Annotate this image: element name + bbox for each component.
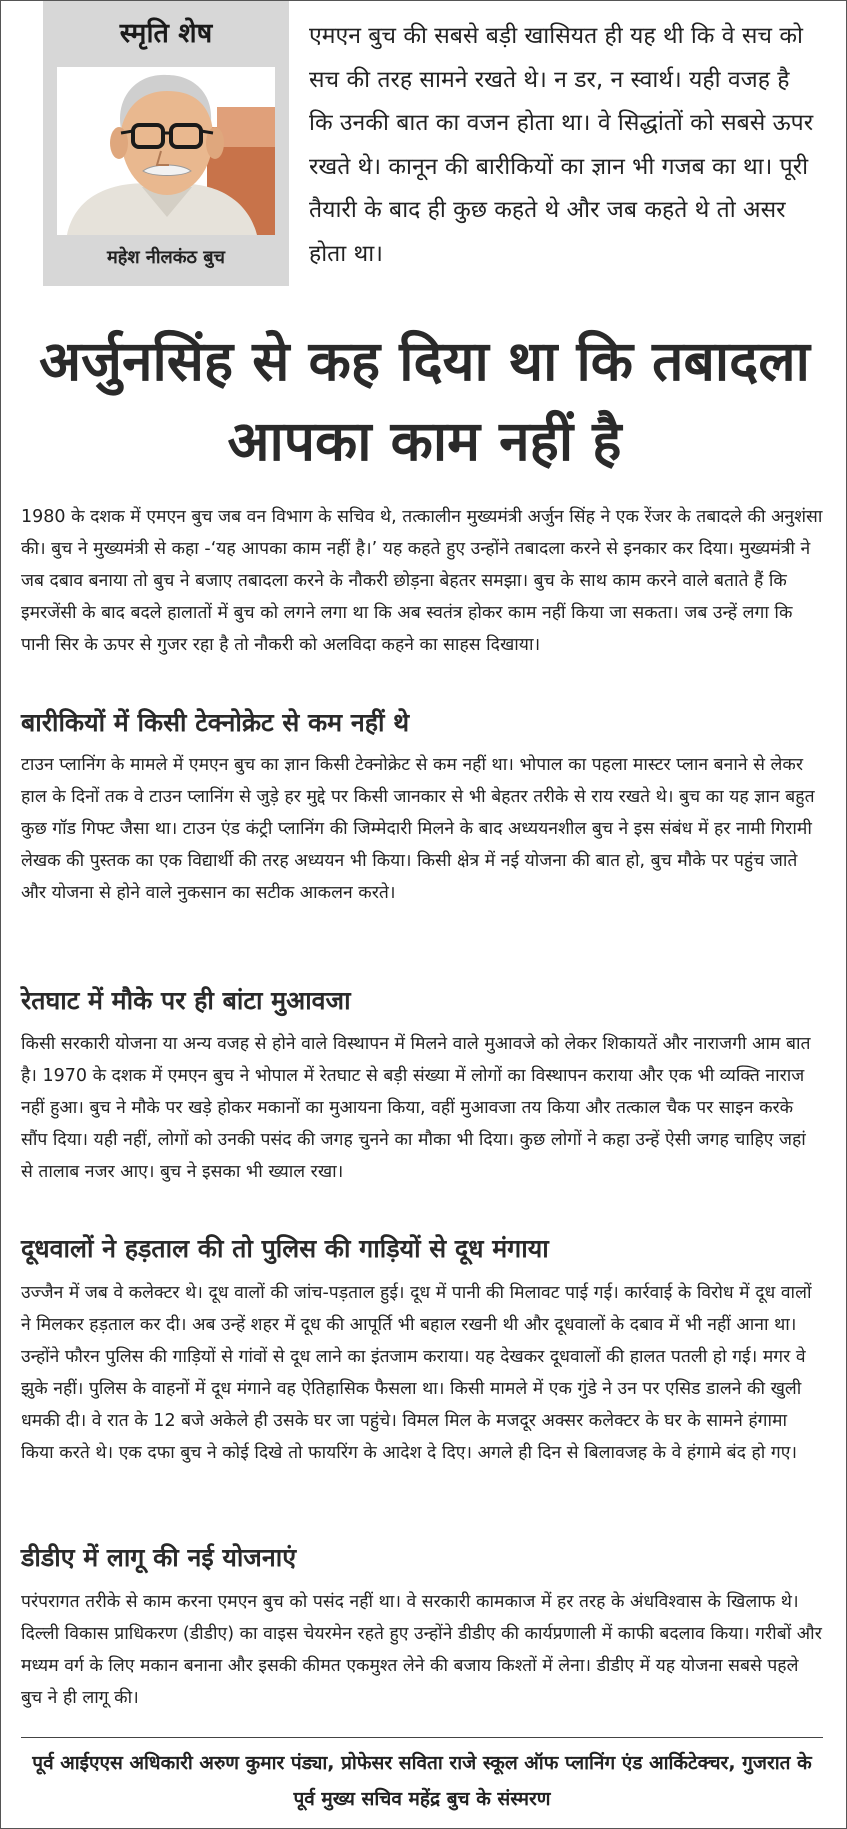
source-credit: पूर्व आईएएस अधिकारी अरुण कुमार पंड्या, प्रोफेसर सविता राजे स्कूल ऑफ प्लानिंग एंड आर्किटेक्चर, गुजरात के पूर्व मुख्य सचिव महेंद्र बुच के संस्मरण [32,1752,812,1810]
section-heading-dda: डीडीए में लागू की नई योजनाएं [21,1543,297,1572]
section-heading-compensation: रेतघाट में मौके पर ही बांटा मुआवजा [21,986,351,1015]
portrait-illustration [57,67,275,235]
section-heading-milk-strike: दूधवालों ने हड़ताल की तो पुलिस की गाड़ियों से दूध मंगाया [21,1234,549,1263]
portrait-caption: महेश नीलकंठ बुच [107,247,225,268]
intro-paragraph: एमएन बुच की सबसे बड़ी खासियत ही यह थी कि वे सच को सच की तरह सामने रखते थे। न डर, न स्वार्थ। यही वजह है कि उनकी बात का वजन होता था। वे सिद्धांतों को सबसे ऊपर रखते थे। कानून की बारीकियों का ज्ञान भी गजब का था। पूरी तैयारी के बाद ही कुछ कहते थे और जब कहते थे तो असर होता था। [309,23,814,267]
section-heading-technocrat: बारीकियों में किसी टेक्नोक्रेट से कम नहीं थे [21,708,410,737]
footer-divider [21,1737,823,1738]
section-body-compensation: किसी सरकारी योजना या अन्य वजह से होने वाले विस्थापन में मिलने वाले मुआवजे को लेकर शिकायतें और नाराजगी आम बात है। 1970 के दशक में एमएन बुच ने भोपाल में रेतघाट से बड़ी संख्या में लोगों का विस्थापन कराया और एक भी व्यक्ति नाराज नहीं हुआ। बुच ने मौके पर खड़े होकर मकानों का मुआयना किया, वहीं मुआवजा तय किया और तत्काल चैक पर साइन करके सौंप दिया। यही नहीं, लोगों को उनकी पसंद की जगह चुनने का मौका भी दिया। कुछ लोगों ने कहा उन्हें ऐसी जगह चाहिए जहां से तालाब नजर आए। बुच ने इसका भी ख्याल रखा। [21,1034,811,1182]
section-body-milk-strike: उज्जैन में जब वे कलेक्टर थे। दूध वालों की जांच-पड़ताल हुई। दूध में पानी की मिलावट पाई गई। कार्रवाई के विरोध में दूध वालों ने मिलकर हड़ताल कर दी। अब उन्हें शहर में दूध की आपूर्ति भी बहाल रखनी थी और दूधवालों के दबाव में भी नहीं आना था। उन्होंने फौरन पुलिस की गाड़ियों से गांवों से दूध लाने का इंतजाम कराया। यह देखकर दूधवालों की हालत पतली हो गई। मगर वे झुके नहीं। पुलिस के वाहनों में दूध मंगाने वह ऐतिहासिक फैसला था। किसी मामले में एक गुंडे ने उन पर एसिड डालने की खुली धमकी दी। वे रात के 12 बजे अकेले ही उसके घर जा पहुंचे। विमल मिल के मजदूर अक्सर कलेक्टर के घर के सामने हंगामा किया करते थे। एक दफा बुच ने कोई दिखे तो फायरिंग के आदेश दे दिए। अगले ही दिन से बिलावजह के वे हंगामे बंद हो गए। [21,1283,812,1463]
column-tag: स्मृति शेष [119,18,213,49]
obituary-box [43,1,289,286]
section-body-dda: परंपरागत तरीके से काम करना एमएन बुच को पसंद नहीं था। वे सरकारी कामकाज में हर तरह के अंधविश्वास के खिलाफ थे। दिल्ली विकास प्राधिकरण (डीडीए) का वाइस चेयरमेन रहते हुए उन्होंने डीडीए की कार्यप्रणाली में काफी बदलाव किया। गरीबों और मध्यम वर्ग के लिए मकान बनाना और इसकी कीमत एकमुश्त लेने की बजाय किश्तों में लेना। डीडीए में यह योजना सबसे पहले बुच ने ही लागू की। [21,1592,822,1708]
headline: अर्जुनसिंह से कह दिया था कि तबादला आपका काम नहीं है [39,329,810,473]
lead-paragraph: 1980 के दशक में एमएन बुच जब वन विभाग के सचिव थे, तत्कालीन मुख्यमंत्री अर्जुन सिंह ने एक रेंजर के तबादले की अनुशंसा की। बुच ने मुख्यमंत्री से कहा -‘यह आपका काम नहीं है।’ यह कहते हुए उन्होंने तबादला करने से इनकार कर दिया। मुख्यमंत्री ने जब दबाव बनाया तो बुच ने बजाए तबादला करने के नौकरी छोड़ना बेहतर समझा। बुच के साथ काम करने वाले बताते हैं कि इमरजेंसी के बाद बदले हालातों में बुच को लगने लगा था कि अब स्वतंत्र होकर काम नहीं किया जा सकता। जब उन्हें लगा कि पानी सिर के ऊपर से गुजर रहा है तो नौकरी को अलविदा कहने का साहस दिखाया। [21,507,823,655]
section-body-technocrat: टाउन प्लानिंग के मामले में एमएन बुच का ज्ञान किसी टेक्नोक्रेट से कम नहीं था। भोपाल का पहला मास्टर प्लान बनाने से लेकर हाल के दिनों तक वे टाउन प्लानिंग से जुड़े हर मुद्दे पर किसी जानकार से भी बेहतर तरीके से राय रखते थे। बुच का यह ज्ञान बहुत कुछ गॉड गिफ्ट जैसा था। टाउन एंड कंट्री प्लानिंग की जिम्मेदारी मिलने के बाद अध्ययनशील बुच ने इस संबंध में हर नामी गिरामी लेखक की पुस्तक का एक विद्यार्थी की तरह अध्ययन भी किया। किसी क्षेत्र में नई योजना की बात हो, बुच मौके पर पहुंच जाते और योजना से होने वाले नुकसान का सटीक आकलन करते। [21,755,815,903]
